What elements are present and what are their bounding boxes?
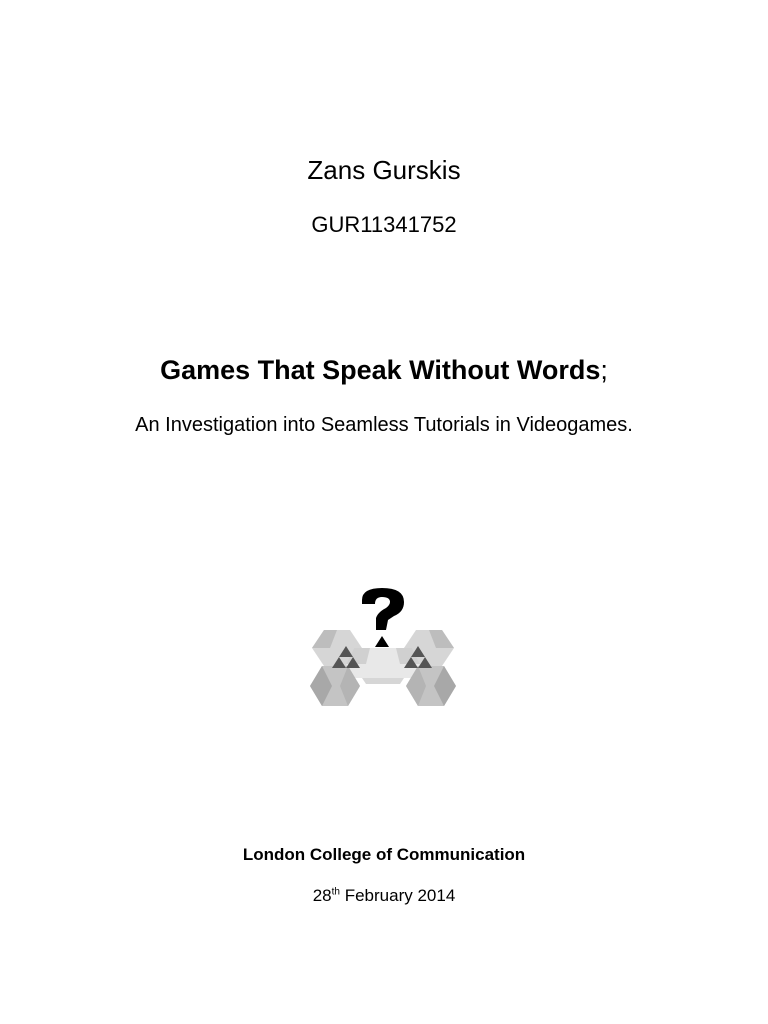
document-title — [0, 355, 768, 386]
gamepad-question-mark-logo — [310, 586, 456, 710]
student-id: GUR11341752 — [311, 212, 457, 237]
document-title-text: Games That Speak Without Words — [160, 355, 601, 385]
date-month-year: February 2014 — [339, 886, 456, 905]
date-ordinal: th — [331, 886, 340, 898]
author-name: Zans Gurskis — [307, 155, 461, 185]
document-subtitle: An Investigation into Seamless Tutorials in Videogames. — [135, 414, 633, 436]
date-day: 28 — [312, 886, 332, 905]
center-triangle-icon — [375, 636, 389, 647]
question-mark-icon — [362, 588, 404, 630]
document-title-suffix: ; — [600, 355, 608, 385]
institution-name: London College of Communication — [242, 845, 526, 864]
submission-date — [0, 886, 768, 906]
